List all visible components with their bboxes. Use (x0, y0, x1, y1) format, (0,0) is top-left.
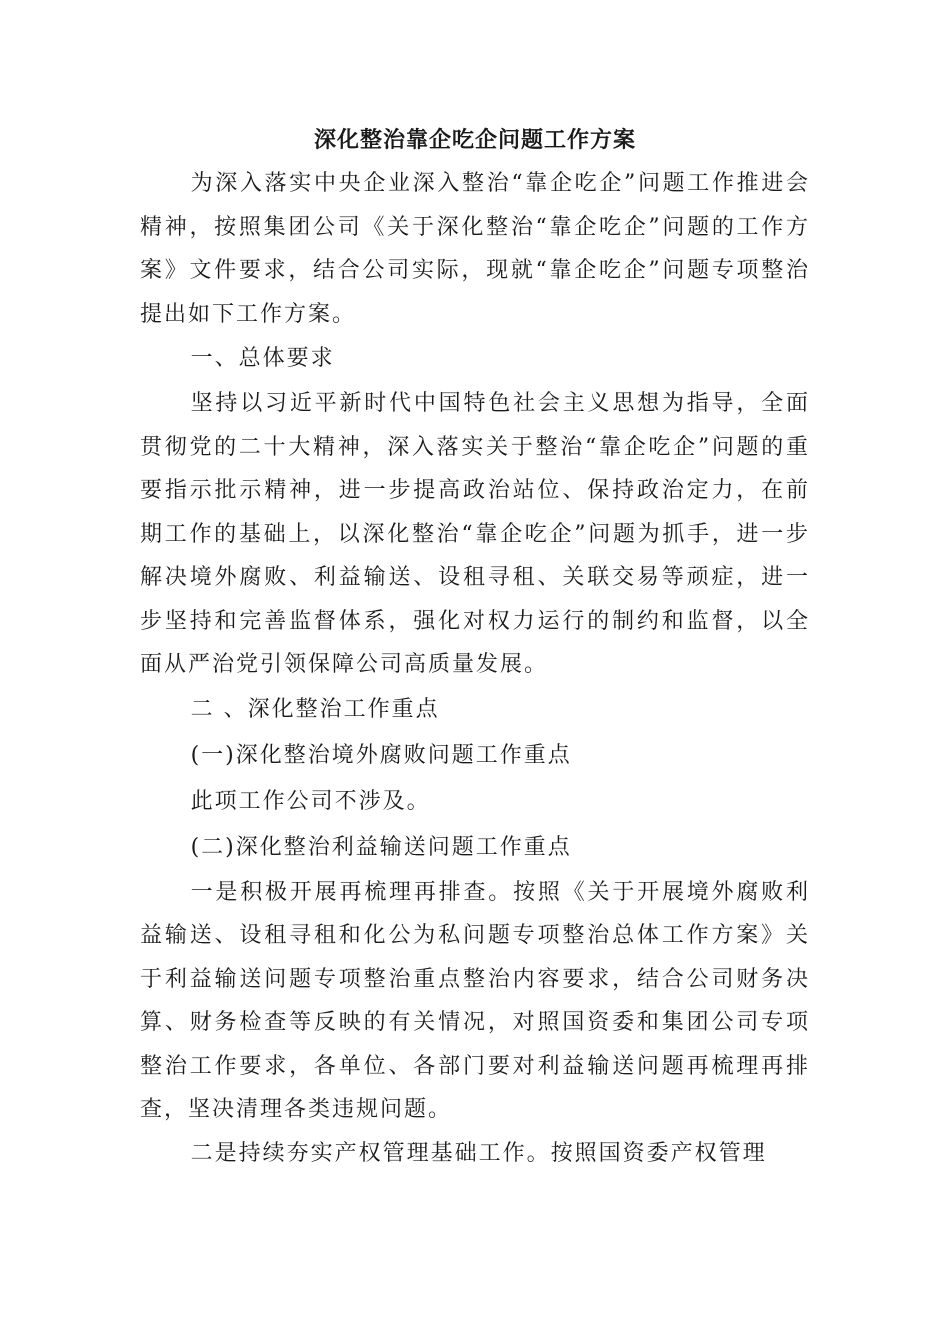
section-1-paragraph: 坚持以习近平新时代中国特色社会主义思想为指导，全面贯彻党的二十大精神，深入落实关于整治“靠企吃企”问题的重要指示批示精神，进一步提高政治站位、保持政治定力，在前期工作的基础上，以深化整治“靠企吃企”问题为抓手，进一步解决境外腐败、利益输送、设租寻租、关联交易等顽症，进一步坚持和完善监督体系，强化对权力运行的制约和监督，以全面从严治党引领保障公司高质量发展。 (140, 391, 810, 677)
subsection-1-heading: (一)深化整治境外腐败问题工作重点 (190, 742, 572, 768)
subsection-2-paragraph-1: 一是积极开展再梳理再排查。按照《关于开展境外腐败利益输送、设租寻租和化公为私问题专项整治总体工作方案》关于利益输送问题专项整治重点整治内容要求，结合公司财务决算、财务检查等反映的有关情况，对照国资委和集团公司专项整治工作要求，各单位、各部门要对利益输送问题再梳理再排查，坚决清理各类违规问题。 (140, 879, 810, 1122)
section-2-heading: 二 、深化整治工作重点 (190, 696, 440, 722)
subsection-2-heading: (二)深化整治利益输送问题工作重点 (190, 834, 572, 860)
section-1-heading: 一、总体要求 (190, 346, 335, 371)
subsection-1-paragraph: 此项工作公司不涉及。 (190, 788, 431, 814)
intro-paragraph: 为深入落实中央企业深入整治“靠企吃企”问题工作推进会精神，按照集团公司《关于深化整治“靠企吃企”问题的工作方案》文件要求，结合公司实际，现就“靠企吃企”问题专项整治提出如下工作方案。 (140, 171, 810, 327)
subsection-2-paragraph-2: 二是持续夯实产权管理基础工作。按照国资委产权管理 (190, 1140, 767, 1166)
document-title: 深化整治靠企吃企问题工作方案 (313, 127, 636, 153)
document-body (140, 118, 810, 1175)
